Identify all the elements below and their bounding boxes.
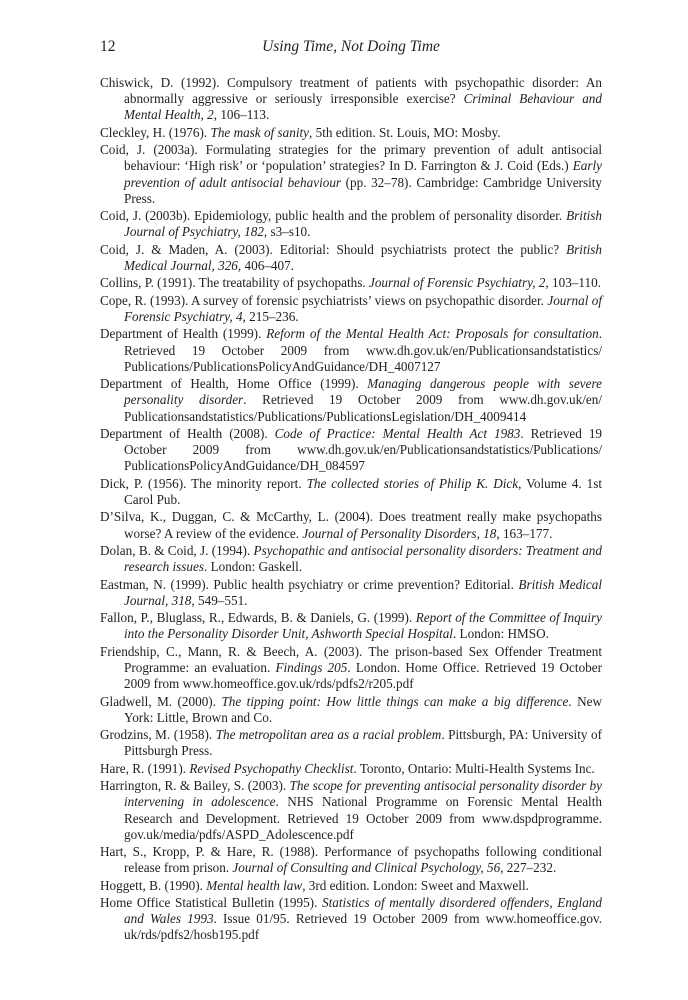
running-title: Using Time, Not Doing Time [262,38,440,55]
reference-italic-text: Journal of Personality Disorders, 18 [302,525,497,541]
reference-text: D’Silva, K., Duggan, C. & McCarthy, L. (2004). Does treatment really make psychopaths worse? A review of the evidence. [100,509,602,541]
reference-entry [100,644,602,693]
reference-text: . NHS National Programme on Forensic Mental Health Research and Development. Retrieved 19 October 2009 from www.dspdprogramme. gov.uk/media/pdfs/ASPD_Adolescence.pdf [124,794,602,842]
reference-text: Collins, P. (1991). The treatability of psychopaths. [100,275,369,291]
reference-text: Hare, R. (1991). [100,760,190,776]
reference-italic-text: Journal of Forensic Psychiatry, 4 [124,292,602,324]
reference-text: . London: Gaskell. [203,559,303,575]
reference-italic-text: British Journal of Psychiatry, 182 [124,208,602,240]
reference-entry [100,543,602,575]
reference-text: , 3rd edition. London: Sweet and Maxwell. [302,877,529,893]
reference-text: , Volume 4. 1st Carol Pub. [124,475,603,507]
reference-text: . Toronto, Ontario: Multi-Health Systems Inc. [353,760,595,776]
reference-text: Hart, S., Kropp, P. & Hare, R. (1988). Performance of psychopaths following conditional release from prison. [100,844,602,876]
reference-italic-text: British Medical Journal, 326 [124,241,602,273]
reference-entry [100,761,602,777]
reference-italic-text: The tipping point: How little things can make a big difference [221,693,569,709]
reference-text: . Issue 01/95. Retrieved 19 October 2009 from www.homeoffice.gov. uk/rds/pdfs2/hosb195.pdf [124,911,602,943]
page-number: 12 [100,38,116,55]
reference-text: . New York: Little, Brown and Co. [124,693,602,725]
reference-entry [100,293,602,325]
reference-text: . Retrieved 19 October 2009 from www.dh.gov.uk/en/Publicationsandstatistics/ Publications/PublicationsPolicyAndGuidance/DH_4007127 [124,326,603,374]
reference-text: Chiswick, D. (1992). Compulsory treatment of patients with psychopathic disorder: An abnormally aggressive or seriously irresponsible exercise? [100,75,602,107]
page-header [100,38,602,60]
reference-italic-text: Journal of Consulting and Clinical Psychology, 56 [232,860,501,876]
reference-text: . Retrieved 19 October 2009 from www.dh.gov.uk/en/Publicationsandstatistics/Publications/ PublicationsPolicyAndGuidance/DH_084597 [124,425,603,474]
reference-italic-text: Early prevention of adult antisocial behaviour [124,158,602,190]
reference-italic-text: The scope for preventing antisocial personality disorder by intervening in adolescence [124,778,603,810]
reference-text: . London: HMSO. [452,626,549,642]
reference-text: , 227–232. [500,860,557,876]
reference-text: , 5th edition. St. Louis, MO: Mosby. [309,124,501,140]
reference-text: . London. Home Office. Retrieved 19 October 2009 from www.homeoffice.gov.uk/rds/pdfs2/r205.pdf [124,659,602,692]
reference-italic-text: Psychopathic and antisocial personality disorders: Treatment and research issues [124,542,602,575]
reference-text: Cleckley, H. (1976). [100,124,211,140]
reference-entry [100,878,602,894]
reference-italic-text: Statistics of mentally disordered offenders, England and Wales 1993 [124,895,602,927]
reference-italic-text: Report of the Committee of Inquiry into the Personality Disorder Unit, Ashworth Special Hospital [124,610,602,642]
reference-italic-text: The mask of sanity [210,124,310,140]
reference-text: Grodzins, M. (1958). [100,727,216,743]
reference-italic-text: Managing dangerous people with severe personality disorder [124,376,602,408]
reference-text: Coid, J. (2003a). Formulating strategies for the primary prevention of adult antisocial behaviour: ‘High risk’ or ‘population’ strategies? In D. Farrington & J. Coid (Eds.) [100,142,602,174]
reference-text: Department of Health (2008). [100,425,275,441]
reference-text: Dolan, B. & Coid, J. (1994). [100,542,254,558]
reference-text: Home Office Statistical Bulletin (1995). [100,895,323,911]
reference-text: (pp. 32–78). Cambridge: Cambridge University Press. [124,174,602,206]
reference-italic-text: Criminal Behaviour and Mental Health, 2 [124,91,602,123]
reference-italic-text: Reform of the Mental Health Act: Proposals for consultation [266,326,599,342]
reference-text: Coid, J. & Maden, A. (2003). Editorial: Should psychiatrists protect the public? [100,241,567,257]
reference-entry [100,142,602,207]
reference-entry [100,778,602,843]
reference-text: , 215–236. [242,308,299,324]
reference-text: Hoggett, B. (1990). [100,877,207,893]
reference-entry [100,844,602,876]
reference-italic-text: British Medical Journal, 318 [124,576,602,608]
reference-entry [100,694,602,726]
reference-entry [100,610,602,642]
reference-text: , 549–551. [191,592,248,608]
reference-text: , 406–407. [237,257,294,273]
reference-text: , 103–110. [545,275,601,291]
reference-text: Eastman, N. (1999). Public health psychiatry or crime prevention? Editorial. [100,576,519,592]
reference-entry [100,326,602,375]
reference-list [100,75,602,945]
reference-text: . Retrieved 19 October 2009 from www.dh.gov.uk/en/ Publicationsandstatistics/Publications/PublicationsLegislation/DH_4009414 [124,392,602,424]
reference-text: , s3–s10. [263,224,311,240]
reference-entry [100,895,602,944]
reference-italic-text: The metropolitan area as a racial problem [215,727,442,743]
reference-text: Gladwell, M. (2000). [100,693,222,709]
reference-entry [100,509,602,541]
reference-entry [100,242,602,274]
reference-entry [100,727,602,759]
reference-text: Department of Health (1999). [100,326,267,342]
reference-text: , 163–177. [496,525,553,541]
reference-entry [100,577,602,609]
reference-text: . Pittsburgh, PA: University of Pittsburgh Press. [124,727,602,759]
reference-entry [100,476,602,508]
reference-text: Dick, P. (1956). The minority report. [100,475,307,491]
reference-italic-text: The collected stories of Philip K. Dick [306,475,519,491]
reference-entry [100,125,602,141]
reference-text: Friendship, C., Mann, R. & Beech, A. (2003). The prison-based Sex Offender Treatment Programme: an evaluation. [100,643,602,675]
reference-entry [100,208,602,240]
reference-italic-text: Mental health law [206,877,303,893]
reference-italic-text: Journal of Forensic Psychiatry, 2 [368,275,546,291]
reference-italic-text: Code of Practice: Mental Health Act 1983 [274,425,521,441]
reference-entry [100,75,602,124]
reference-entry [100,426,602,475]
reference-text: Cope, R. (1993). A survey of forensic psychiatrists’ views on psychopathic disorder. [100,292,548,308]
reference-entry [100,275,602,291]
reference-italic-text: Findings 205 [275,659,348,675]
reference-text: , 106–113. [213,107,270,123]
reference-text: Harrington, R. & Bailey, S. (2003). [100,778,290,794]
reference-text: Fallon, P., Bluglass, R., Edwards, B. & Daniels, G. (1999). [100,610,416,626]
reference-text: Coid, J. (2003b). Epidemiology, public health and the problem of personality disorder. [100,208,567,224]
reference-italic-text: Revised Psychopathy Checklist [189,760,354,776]
reference-text: Department of Health, Home Office (1999). [100,376,368,392]
reference-entry [100,376,602,425]
